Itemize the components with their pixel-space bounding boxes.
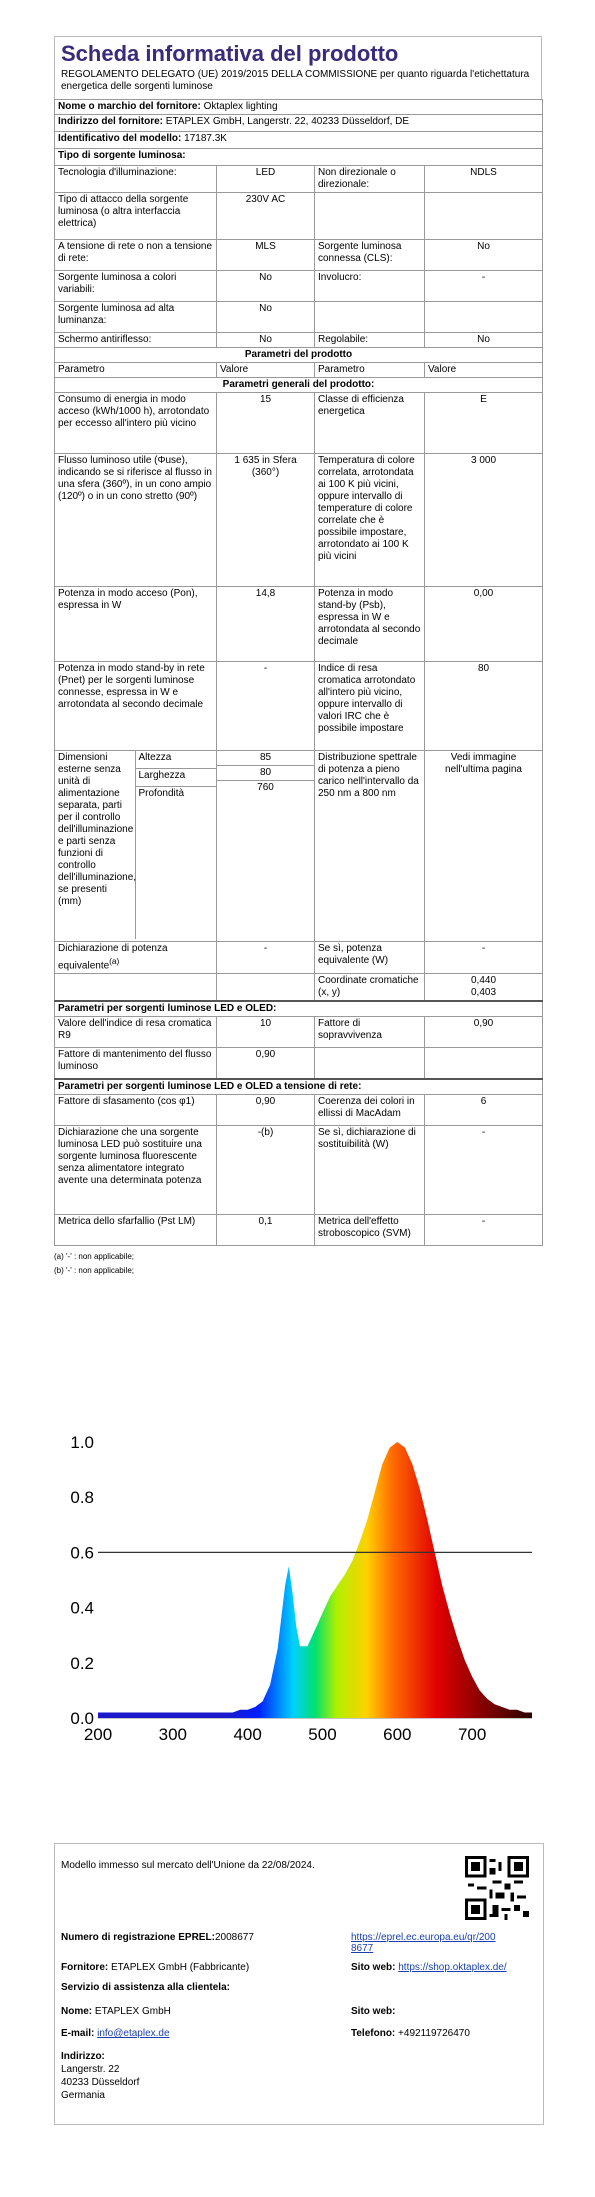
type-row [55,166,543,193]
param-label: Temperatura di colore correlata, arrotondata ai 100 K più vicini, oppure intervallo di temperature di colore correlate che è possibile impostare, arrotondato ai 100 K più vicini [315,454,425,587]
type-row-label: Tipo di attacco della sorgente luminosa (o altra interfaccia elettrica) [55,193,217,240]
mains-label: Metrica dello sfarfallio (Pst LM) [55,1215,217,1246]
mains-label: Se sì, dichiarazione di sostituibilità (W) [315,1126,425,1215]
type-row [55,302,543,333]
type-row-value: No [425,333,543,348]
param-value: E [425,393,543,454]
mains-value: 0,1 [217,1215,315,1246]
service-label: Servizio di assistenza alla clientela: [61,1982,230,1993]
product-sheet [54,36,542,1278]
dimensions-row [55,751,543,942]
dimensions-subtable [55,751,216,939]
info-table [54,99,543,1246]
param-row [55,587,543,662]
mains-value: 0,90 [217,1095,315,1126]
type-row [55,333,543,348]
service-website-label: Sito web: [351,2006,396,2017]
mains-label: Metrica dell'effetto stroboscopico (SVM) [315,1215,425,1246]
footnote-b: (b) '-' : non applicabile; [54,1266,134,1276]
param-value: - [217,662,315,751]
equiv-label: Dichiarazione di potenza equivalente [58,943,168,972]
x-tick-label: 400 [233,1725,262,1744]
param-label: Classe di efficienza energetica [315,393,425,454]
mains-value: -(b) [217,1126,315,1215]
param-value: 80 [425,662,543,751]
type-row-label: A tensione di rete o non a tensione di rete: [55,240,217,271]
param-value: 0,00 [425,587,543,662]
equiv-row [55,942,543,974]
x-tick-label: 200 [83,1725,113,1744]
source-type-label: Tipo di sorgente luminosa: [55,149,543,166]
col-header-value-2: Valore [425,363,543,378]
param-label: Potenza in modo stand-by in rete (Pnet) per le sorgenti luminose connesse, espressa in W e arrotondata al secondo decimale [55,662,217,751]
type-row-value: No [217,302,315,333]
type-row-label: Involucro: [315,271,425,302]
supplier-address-label: Indirizzo del fornitore: [58,116,163,127]
email-label: E-mail: [61,2028,95,2039]
y-tick-label: 0.8 [70,1488,94,1508]
eprel-label: Numero di registrazione EPREL: [61,1932,215,1943]
mains-label: Fattore di sfasamento (cos φ1) [55,1095,217,1126]
type-row-value: 230V AC [217,193,315,240]
type-row-value: NDLS [425,166,543,193]
y-tick-label: 0.2 [70,1653,94,1673]
mains-label: Dichiarazione che una sorgente luminosa LED può sostituire una sorgente luminosa fluorescente senza alimentatore integrato avente una determinata potenza [55,1126,217,1215]
spectral-distribution-value: Vedi immagine nell'ultima pagina [425,751,543,942]
footer-supplier-label: Fornitore: [61,1962,109,1973]
led-label: Fattore di sopravvivenza [315,1017,425,1048]
param-value: 15 [217,393,315,454]
address-line: 40233 Düsseldorf [61,2077,140,2088]
model-value: 17187.3K [184,133,227,144]
type-row-value [425,302,543,333]
type-row [55,193,543,240]
type-row [55,240,543,271]
regulation-text: REGOLAMENTO DELEGATO (UE) 2019/2015 DELLA COMMISSIONE per quanto riguarda l'etichettatura energetica delle sorgenti luminose [61,69,530,92]
type-row-value: No [425,240,543,271]
type-row-label: Regolabile: [315,333,425,348]
dimensions-label: Dimensioni esterne senza unità di alimentazione separata, parti per il controllo dell'illuminazione e parti senza funzioni di controllo dell'illuminazione, se presenti (mm) [55,751,135,939]
mains-value: - [425,1126,543,1215]
param-label: Potenza in modo stand-by (Psb), espressa in W e arrotondata al secondo decimale [315,587,425,662]
service-name-value: ETAPLEX GmbH [94,2006,171,2017]
chromaticity-x: 0,440 [470,975,497,987]
phone-label: Telefono: [351,2028,396,2039]
led-label [315,1048,425,1080]
chromaticity-y: 0,403 [470,987,497,999]
x-tick-label: 500 [308,1725,337,1744]
height-label: Altezza [135,751,216,768]
param-label: Potenza in modo acceso (Pon), espressa in W [55,587,217,662]
type-row-label: Sorgente luminosa a colori variabili: [55,271,217,302]
type-row-value: No [217,271,315,302]
spectrum-area [98,1442,532,1718]
equiv-value: - [217,942,315,974]
col-header-param-2: Parametro [315,363,425,378]
supplier-address-value: ETAPLEX GmbH, Langerstr. 22, 40233 Düsseldorf, DE [165,116,410,127]
param-label: Indice di resa cromatica arrotondato all'intero più vicino, oppure intervallo di valori IRC che è possibile impostare [315,662,425,751]
address-line: Langerstr. 22 [61,2064,120,2075]
email-link[interactable]: info@etaplex.de [97,2028,170,2039]
type-row-value: - [425,271,543,302]
width-value: 80 [217,766,314,781]
height-value: 85 [217,751,314,766]
led-value: 10 [217,1017,315,1048]
col-header-value: Valore [217,363,315,378]
coords-row [55,974,543,1002]
param-row [55,454,543,587]
footnote-marker: (a) [109,956,120,966]
type-row-label: Sorgente luminosa connessa (CLS): [315,240,425,271]
general-params-title: Parametri generali del prodotto: [55,378,543,393]
service-name-label: Nome: [61,2006,93,2017]
type-row-value [425,193,543,240]
params-section-title: Parametri del prodotto [55,348,543,363]
qr-code-icon [465,1856,529,1920]
mains-label: Coerenza dei colori in ellissi di MacAdam [315,1095,425,1126]
mains-row [55,1126,543,1215]
eprel-value: 2008677 [215,1932,254,1943]
type-row-label: Non direzionale o direzionale: [315,166,425,193]
x-tick-label: 700 [457,1725,487,1744]
chromaticity-label: Coordinate cromatiche (x, y) [315,974,425,1002]
type-row-value: No [217,333,315,348]
website-label: Sito web: [351,1962,396,1973]
param-label: Consumo di energia in modo acceso (kWh/1000 h), arrotondato per eccesso all'intero più vicino [55,393,217,454]
supplier-name-value: Oktaplex lighting [203,101,278,112]
model-label: Identificativo del modello: [58,133,182,144]
y-tick-label: 0.6 [70,1543,94,1563]
param-value: 14,8 [217,587,315,662]
type-row-label: Schermo antiriflesso: [55,333,217,348]
footnotes [54,1250,542,1278]
param-value: 3 000 [425,454,543,587]
footnote-a: (a) '-' : non applicabile; [54,1252,134,1262]
sheet-header [54,36,542,99]
led-label: Fattore di mantenimento del flusso luminoso [55,1048,217,1080]
footer-address-label: Indirizzo: [61,2051,105,2062]
supplier-name-label: Nome o marchio del fornitore: [58,101,201,112]
led-params-title: Parametri per sorgenti luminose LED e OLED: [55,1001,543,1017]
spectral-chart [54,1430,542,1760]
led-label: Valore dell'indice di resa cromatica R9 [55,1017,217,1048]
website-link[interactable]: https://shop.oktaplex.de/ [398,1962,507,1973]
equiv-power-label: Se sì, potenza equivalente (W) [315,942,425,974]
equiv-power-value: - [425,942,543,974]
param-row [55,662,543,751]
led-row [55,1048,543,1080]
type-row-label [315,302,425,333]
y-tick-label: 0.4 [70,1598,94,1618]
led-row [55,1017,543,1048]
depth-value: 760 [257,782,274,793]
type-row-value: LED [217,166,315,193]
type-row-label: Sorgente luminosa ad alta luminanza: [55,302,217,333]
mains-row [55,1095,543,1126]
x-tick-label: 300 [158,1725,188,1744]
x-tick-label: 600 [383,1725,412,1744]
y-tick-label: 1.0 [70,1433,94,1452]
footer-panel [54,1843,544,2125]
mains-value: 6 [425,1095,543,1126]
type-row-label: Tecnologia d'illuminazione: [55,166,217,193]
mains-value: - [425,1215,543,1246]
led-value: 0,90 [425,1017,543,1048]
mains-params-title: Parametri per sorgenti luminose LED e OLED a tensione di rete: [55,1079,543,1095]
led-value: 0,90 [217,1048,315,1080]
param-row [55,393,543,454]
param-value: 1 635 in Sfera (360°) [217,454,315,587]
type-row-value: MLS [217,240,315,271]
spectral-chart-svg [54,1430,542,1760]
width-label: Larghezza [135,768,216,786]
type-row-label [315,193,425,240]
address-line: Germania [61,2090,105,2101]
page-title: Scheda informativa del prodotto [61,41,399,66]
type-row [55,271,543,302]
market-text: Modello immesso sul mercato dell'Unione da 22/08/2024. [61,1860,315,1871]
phone-value: +492119726470 [398,2028,470,2039]
y-tick-label: 0.0 [70,1709,94,1728]
depth-label: Profondità [138,788,185,799]
col-header-param: Parametro [55,363,217,378]
spectral-distribution-label: Distribuzione spettrale di potenza a pieno carico nell'intervallo da 250 nm a 800 nm [315,751,425,942]
param-label: Flusso luminoso utile (Φuse), indicando se si riferisce al flusso in una sfera (360º), in un cono ampio (120º) o in un cono stretto (90º) [55,454,217,587]
mains-row [55,1215,543,1246]
eprel-link[interactable]: https://eprel.ec.europa.eu/qr/2008677 [351,1932,496,1954]
led-value [425,1048,543,1080]
footer-supplier-value: ETAPLEX GmbH (Fabbricante) [111,1962,250,1973]
